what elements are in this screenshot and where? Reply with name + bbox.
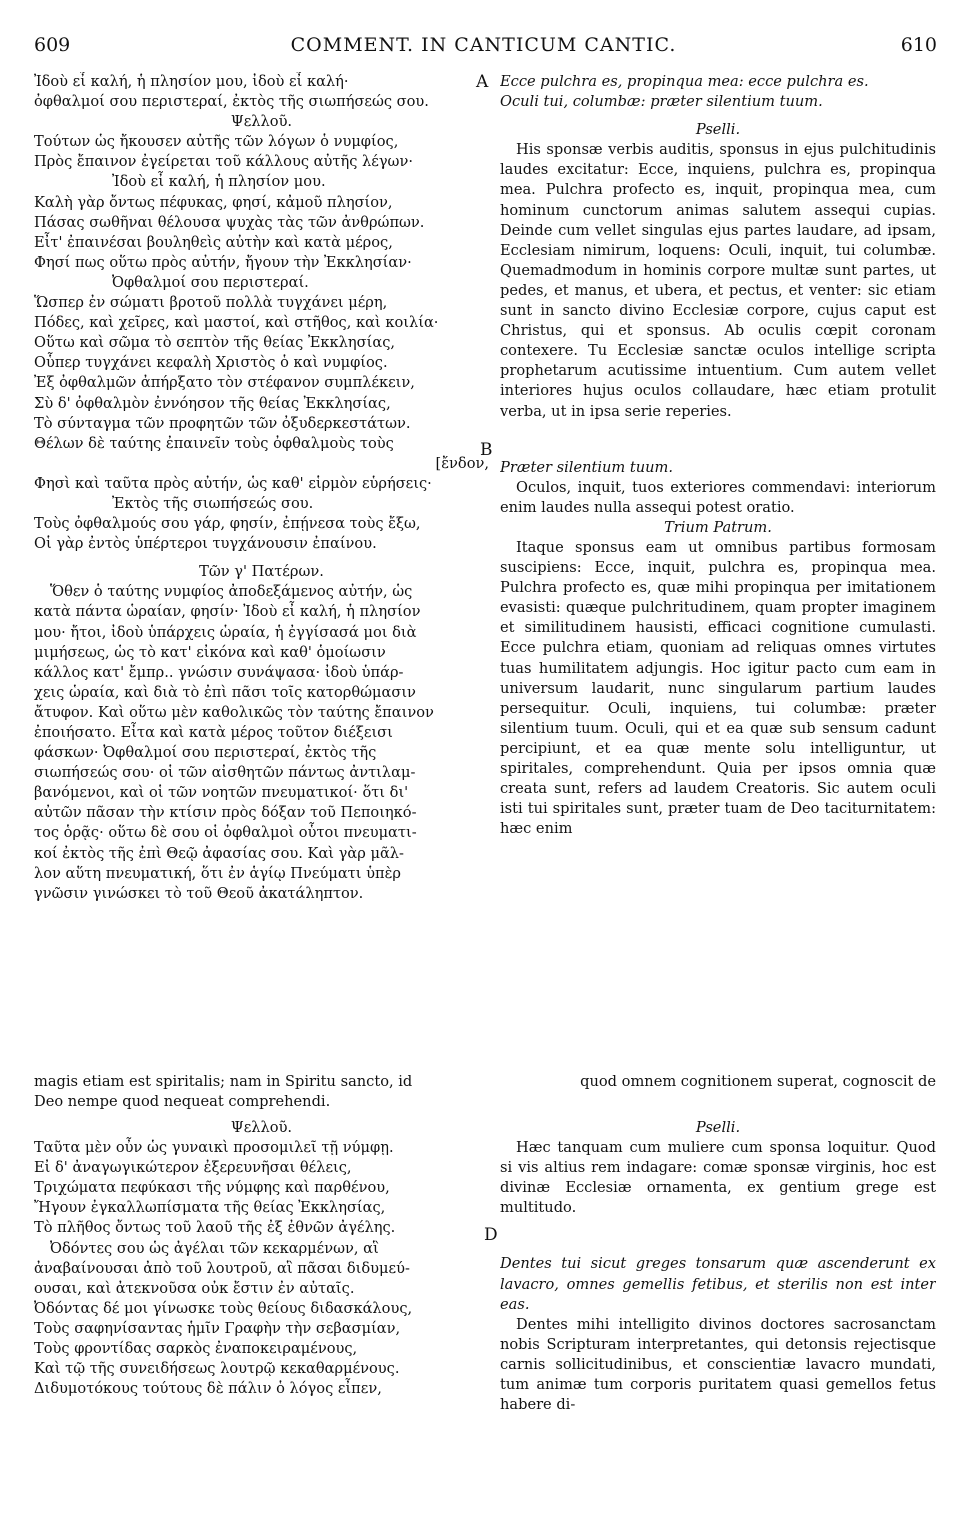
prose-line: ἄτυφον. Καὶ οὕτω μὲν καθολικῶς τὸν ταύτης ἔπαινον [34, 703, 434, 721]
verse-line: Εἶτ' ἐπαινέσαι βουληθεὶς αὐτὴν καὶ κατὰ μέρος, [34, 233, 393, 251]
verse-line: Ταῦτα μὲν οὖν ὡς γυναικὶ προσομιλεῖ τῇ νύμφῃ. [34, 1139, 394, 1157]
lemma-line: ἀναβαίνουσαι ἀπὸ τοῦ λουτροῦ, αἳ πᾶσαι διδυμεύ- [34, 1259, 410, 1277]
spanning-line-right: quod omnem cognitionem superat, cognoscit de [580, 1073, 936, 1090]
latin-pselli-text-1: His sponsæ verbis auditis, sponsus in ejus pulchitudinis laudes excitatur: Ecce, inquiens, pulchra es, propinqua mea. Pulchra profecto es, inquit, propinqua mea, cum hominum cunctorum animas salutem assequi cupias. Deinde cum vellet singulas ejus partes laudare, ad ipsam, Ecclesiam nimirum, loquens: Oculi, inquit, tui columbæ. Quemadmodum in hominis corpore multæ sunt partes, ut pedes, et manus, et ubera, et pectus, et venter: sic etiam sunt in sancto divino Ecclesiæ corpore, cujus caput est Christus, qui et sponsus. Ab oculis cœpit coronam contexere. Tu Ecclesiæ sanctæ oculos intellige scripta prophetarum acutissime intuentium. Cum autem vellet interiores hujus oculos collaudare, hæc etiam protulit verba, ut in ipsa serie reperies. [500, 141, 936, 420]
verse-line: Ἤγουν ἐγκαλλωπίσματα τῆς θείας Ἐκκλησίας, [34, 1199, 386, 1217]
prose-line: βανόμενοι, καὶ οἱ τῶν νοητῶν πνευματικοί· ὅτι δι' [34, 784, 409, 802]
spanning-line-left: magis etiam est spiritalis; nam in Spiritu sancto, id [34, 1073, 413, 1090]
verse-line: Πόδες, καὶ χεῖρες, καὶ μαστοί, καὶ στῆθος, καὶ κοιλία· [34, 314, 439, 332]
verse-line: Διδυμοτόκους τούτους δὲ πάλιν ὁ λόγος εἶπεν, [34, 1380, 382, 1398]
prose-line: κατὰ πάντα ὡραίαν, φησίν· Ἰδοὺ εἶ καλή, ἡ πλησίον [34, 603, 421, 621]
greek-fathers-heading: Τῶν γ' Πατέρων. [199, 563, 324, 581]
latin-pselli-heading-2: Pselli. [695, 1119, 741, 1136]
verse-line: Καλὴ γὰρ ὄντως πέφυκας, φησί, κἀμοῦ πλησίον, [34, 193, 393, 211]
prose-line: κάλλος κατ' ἔμπρ.. γνώσιν συνάψασα· ἰδοὺ ὑπάρ- [34, 663, 404, 681]
prose-line: τος ὁρᾷς· οὕτω δὲ σου οἱ ὀφθαλμοὶ οὗτοι πνευματι- [34, 824, 417, 842]
verse-line: Φησί πως οὕτω πρὸς αὐτήν, ἤγουν τὴν Ἐκκλησίαν· [34, 253, 412, 271]
verse-line: Τριχώματα πεφύκασι τῆς νύμφης καὶ παρθένου, [34, 1179, 390, 1197]
margin-letter-d: D [484, 1225, 498, 1245]
verse-line: Πάσας σωθῆναι θέλουσα ψυχὰς τὰς τῶν ἀνθρώπων. [34, 213, 425, 231]
page-number-left: 609 [34, 34, 71, 56]
verse-line: Ὀδόντας δέ μοι γίνωσκε τοὺς θείους διδασκάλους, [34, 1299, 413, 1317]
verse-line: Ὥσπερ ἐν σώματι βροτοῦ πολλὰ τυγχάνει μέρη, [34, 294, 388, 312]
verse-line: Τὸ σύνταγμα τῶν προφητῶν τῶν ὀξυδερκεστάτων. [34, 414, 411, 432]
greek-psellus-heading-2: Ψελλοῦ. [230, 1119, 293, 1136]
prose-line: φάσκων· Ὀφθαλμοί σου περιστεραί, ἐκτὸς τῆς [34, 744, 377, 762]
verse-line: Οἱ γὰρ ἐντὸς ὑπέρτεροι τυγχάνουσιν ἐπαίνου. [34, 535, 377, 553]
verse-line: Θέλων δὲ ταύτης ἐπαινεῖν τοὺς ὀφθαλμοὺς τοὺς [34, 434, 394, 452]
greek-head [34, 72, 489, 112]
latin-head-line: Ecce pulchra es, propinqua mea: ecce pulchra es. [500, 73, 869, 90]
lemma-line: Ὀδόντες σου ὡς ἀγέλαι τῶν κεκαρμένων, αἳ [50, 1239, 379, 1257]
prose-line: κοί ἐκτὸς τῆς ἐπὶ Θεῷ ἀφασίας σου. Καὶ γὰρ μᾶλ- [34, 844, 404, 862]
latin-trium-text: Itaque sponsus eam ut omnibus partibus formosam suscipiens: Ecce, inquit, pulchra es, propinqua mea. Pulchra profecto es, quæ mihi propinqua per imitationem evasisti: quæque pulchritudinem, quam propter imaginem et similitudinem hausisti, efficaci cognitione cumulasti. Ecce pulchra etiam, quoniam ad reliquas omnes virtutes tuas humilitatem adjungis. Hoc igitur pacto cum eam in universum laudarit, nunc singularum partium laudes persequitur. Oculi, inquiens, tui columbæ: præter silentium tuum. Oculi, qui et ea quæ sub sensum cadunt percipiunt, et ea quæ mente solu intelliguntur, ut spiritales, comprehendunt. Quia per ipsos omnia quæ creata sunt, refers ad laudem Creatoris. Sic autem oculi isti tui spiritales sunt, præter tuam de Deo taciturnitatem: hæc enim [500, 538, 936, 838]
verse-line: Τοὺς ὀφθαλμούς σου γάρ, φησίν, ἐπῄνεσα τοὺς ἔξω, [34, 515, 421, 533]
prose-line: σιωπήσεώς σου· οἱ τῶν αἰσθητῶν πάντως ἀντιλαμ- [34, 764, 416, 782]
latin-head-line: Oculi tui, columbæ: præter silentium tuum. [500, 93, 823, 111]
verse-line: [ἔνδον, [435, 454, 489, 472]
greek-lower-column [34, 1118, 489, 1538]
verse-line: Ἐκτὸς τῆς σιωπήσεώς σου. [112, 494, 314, 512]
verse-line: Καὶ τῷ τῆς συνειδήσεως λουτρῷ κεκαθαρμένους. [34, 1360, 400, 1378]
greek-psellus-verses-3 [34, 1299, 489, 1399]
greek-head-line: ὀφθαλμοί σου περιστεραί, ἐκτὸς τῆς σιωπήσεώς σου. [34, 93, 429, 111]
latin-pselli-heading-1: Pselli. [695, 121, 741, 139]
margin-letter-a: A [476, 72, 489, 92]
prose-line: ἐποιήσατο. Εἶτα καὶ κατὰ μέρος τοῦτον διέξεισι [34, 724, 393, 741]
latin-dentes-heading: Dentes tui sicut greges tonsarum quæ ascenderunt ex lavacro, omnes gemellis fetibus, et sterilis non est inter eas. [500, 1255, 936, 1313]
prose-line: λον αὕτη πνευματική, ὅτι ἐν ἁγίῳ Πνεύματι ὑπὲρ [34, 864, 401, 882]
greek-teeth-lines [34, 1239, 489, 1299]
verse-line: Τὸ πλῆθος ὄντως τοῦ λαοῦ τῆς ἐξ ἐθνῶν ἀγέλης. [34, 1219, 396, 1237]
verse-line: Ὀφθαλμοί σου περιστεραί. [112, 273, 309, 291]
lemma-line: ουσαι, καὶ ἀτεκνοῦσα οὐκ ἔστιν ἐν αὐταῖς. [34, 1279, 355, 1297]
verse-line: Ἐξ ὀφθαλμῶν ἀπήρξατο τὸν στέφανον συμπλέκειν, [34, 374, 415, 392]
verse-line: Εἰ δ' ἀναγωγικώτερον ἐξερευνῆσαι θέλεις, [34, 1159, 352, 1177]
verse-line: Πρὸς ἔπαινον ἐγείρεται τοῦ κάλλους αὐτῆς λέγων· [34, 153, 413, 171]
prose-line: Ὅθεν ὁ ταύτης νυμφίος ἀποδεξάμενος αὐτήν, ὡς [50, 583, 413, 601]
greek-head-line: Ἰδοὺ εἶ καλή, ἡ πλησίον μου, ἰδοὺ εἶ καλή· [34, 73, 349, 90]
verse-line: Τοὺς σαφηνίσαντας ἡμῖν Γραφὴν τὴν σεβασμίαν, [34, 1319, 401, 1337]
prose-line: αὐτῶν πᾶσαν τὴν κτίσιν πρὸς δόξαν τοῦ Πεποιηκό- [34, 804, 417, 822]
greek-psellus-heading-1: Ψελλοῦ. [230, 113, 293, 131]
verse-line: Ἰδοὺ εἶ καλή, ἡ πλησίον μου. [112, 173, 326, 191]
spanning-text [34, 1072, 936, 1112]
latin-praeter-text: Oculos, inquit, tuos exteriores commendavi: interiorum enim laudes nulla assequi potest oratio. [500, 478, 936, 516]
prose-line: μου· ἤτοι, ἰδοὺ ὑπάρχεις ὡραία, ἡ ἐγγίσασά μοι διὰ [34, 623, 417, 641]
verse-line: Οὗπερ τυγχάνει κεφαλὴ Χριστὸς ὁ καὶ νυμφίος. [34, 354, 388, 372]
greek-psellus-verses-2 [34, 1138, 489, 1238]
latin-pselli-text-2: Hæc tanquam cum muliere cum sponsa loquitur. Quod si vis altius rem indagare: comæ sponsæ virginis, hoc est divinæ Ecclesiæ ornamenta, ex gentium grege est multitudo. [500, 1139, 936, 1217]
prose-line: γνῶσιν γινώσκει τὸ τοῦ Θεοῦ ἀκατάληπτον. [34, 884, 364, 902]
latin-dentes-text: Dentes mihi intelligito divinos doctores sacrosanctam nobis Scripturam interpretantes, qui detonsis rejectisque carnis sollicitudinibus, et conscientiæ lavacro mundati, tum animæ tum corporis puritatem quasi gemellos fetus habere di- [500, 1315, 936, 1414]
verse-line: Σὺ δ' ὀφθαλμὸν ἐννόησον τῆς θείας Ἐκκλησίας, [34, 394, 391, 412]
prose-line: χεις ὡραία, καὶ διὰ τὸ ἐπὶ πᾶσι τοῖς κατορθώμασιν [34, 683, 416, 701]
page-number-right: 610 [900, 34, 937, 56]
verse-line: Τούτων ὡς ἤκουσεν αὐτῆς τῶν λόγων ὁ νυμφίος, [34, 133, 399, 151]
latin-head [500, 72, 936, 112]
greek-psellus-verses-1 [34, 132, 489, 554]
verse-line: Φησὶ καὶ ταῦτα πρὸς αὐτήν, ὡς καθ' εἱρμὸν εὑρήσεις· [34, 474, 432, 492]
spanning-line-2: Deo nempe quod nequeat comprehendi. [34, 1093, 331, 1111]
verse-line: Οὕτω καὶ σῶμα τὸ σεπτὸν τῆς θείας Ἐκκλησίας, [34, 334, 396, 352]
page-header [0, 34, 967, 62]
latin-trium-heading: Trium Patrum. [664, 518, 772, 536]
prose-line: μιμήσεως, ὡς τὸ κατ' εἰκόνα καὶ καθ' ὁμοίωσιν [34, 643, 386, 661]
greek-fathers-text [34, 582, 489, 904]
latin-praeter-heading: Præter silentium tuum. [500, 458, 674, 476]
margin-letter-b: B [480, 440, 493, 460]
verse-line: Τοὺς φροντίδας σαρκὸς ἐναποκειραμένους, [34, 1340, 358, 1358]
running-title: COMMENT. IN CANTICUM CANTIC. [290, 34, 677, 56]
latin-lower-column [500, 1118, 936, 1538]
